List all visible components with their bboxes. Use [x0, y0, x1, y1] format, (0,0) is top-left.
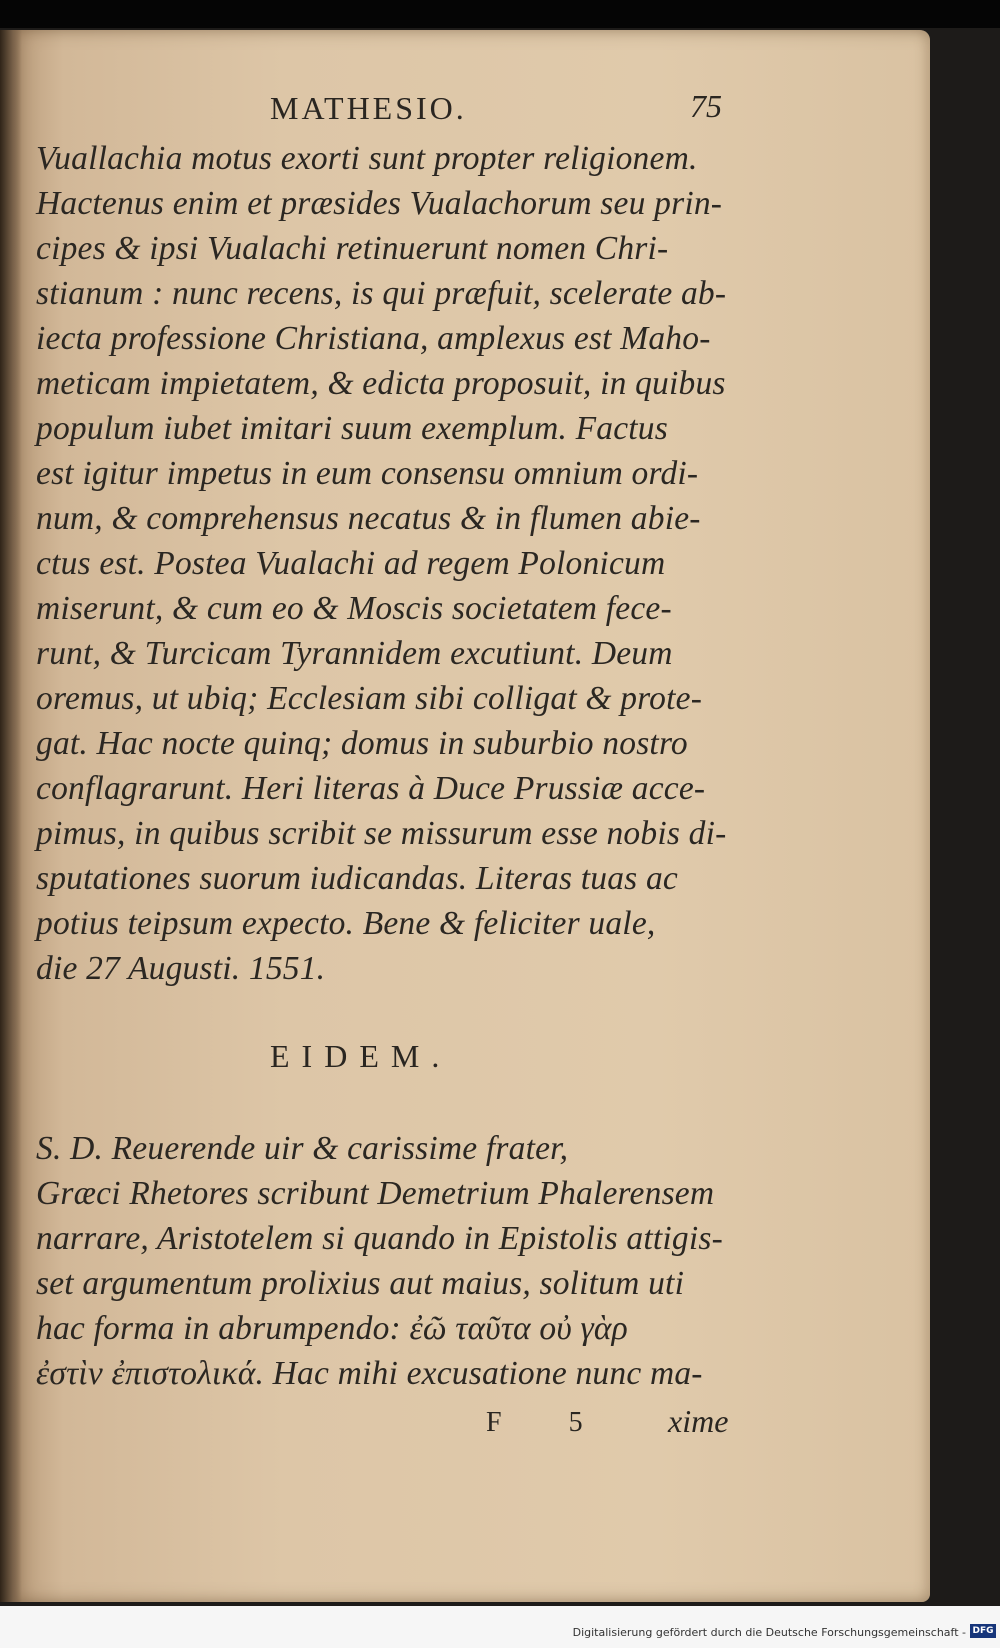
signature-mark: F 5 [486, 1407, 613, 1438]
page-gutter-shadow [0, 30, 22, 1602]
text-line: conflagrarunt. Heri literas à Duce Prussiæ acce- [36, 770, 706, 807]
text-line: ἐστὶν ἐπιστολικά. Hac mihi excusatione nunc ma- [36, 1355, 703, 1392]
scan-frame-top [0, 0, 1000, 28]
running-head: MATHESIO. [270, 90, 467, 126]
text-line: iecta professione Christiana, amplexus est Maho- [36, 320, 711, 357]
text-line: pimus, in quibus scribit se missurum esse nobis di- [36, 815, 727, 852]
digitization-credit: Digitalisierung gefördert durch die Deutsche Forschungsgemeinschaft - [572, 1626, 966, 1639]
dfg-logo: DFG [970, 1624, 996, 1638]
text-line: Græci Rhetores scribunt Demetrium Phalerensem [36, 1175, 715, 1212]
text-line: cipes & ipsi Vualachi retinuerunt nomen Chri- [36, 230, 669, 267]
section-heading: EIDEM. [270, 1038, 452, 1074]
text-line: ctus est. Postea Vualachi ad regem Polonicum [36, 545, 666, 582]
text-line: oremus, ut ubiq; Ecclesiam sibi colligat & prote- [36, 680, 703, 717]
text-line: hac forma in abrumpendo: ἐῶ ταῦτα οὐ γὰρ [36, 1310, 628, 1347]
page-number: 75 [690, 88, 722, 124]
text-line: num, & comprehensus necatus & in flumen abie- [36, 500, 701, 537]
text-line: die 27 Augusti. 1551. [36, 950, 326, 987]
text-line: sputationes suorum iudicandas. Literas tuas ac [36, 860, 679, 897]
text-line: est igitur impetus in eum consensu omnium ordi- [36, 455, 699, 492]
text-line: Hactenus enim et præsides Vualachorum seu prin- [36, 185, 723, 222]
text-line: populum iubet imitari suum exemplum. Factus [36, 410, 668, 447]
text-line: miserunt, & cum eo & Moscis societatem fece- [36, 590, 672, 627]
text-line: set argumentum prolixius aut maius, solitum uti [36, 1265, 685, 1302]
text-line: stianum : nunc recens, is qui præfuit, scelerate ab- [36, 275, 727, 312]
text-line: gat. Hac nocte quinq; domus in suburbio nostro [36, 725, 688, 762]
text-line: narrare, Aristotelem si quando in Epistolis attigis- [36, 1220, 723, 1257]
text-line: S. D. Reuerende uir & carissime frater, [36, 1130, 569, 1167]
text-line: meticam impietatem, & edicta proposuit, in quibus [36, 365, 726, 402]
text-line: Vuallachia motus exorti sunt propter religionem. [36, 140, 698, 177]
catchword: xime [668, 1403, 729, 1439]
text-line: potius teipsum expecto. Bene & feliciter uale, [36, 905, 656, 942]
text-line: runt, & Turcicam Tyrannidem excutiunt. Deum [36, 635, 673, 672]
